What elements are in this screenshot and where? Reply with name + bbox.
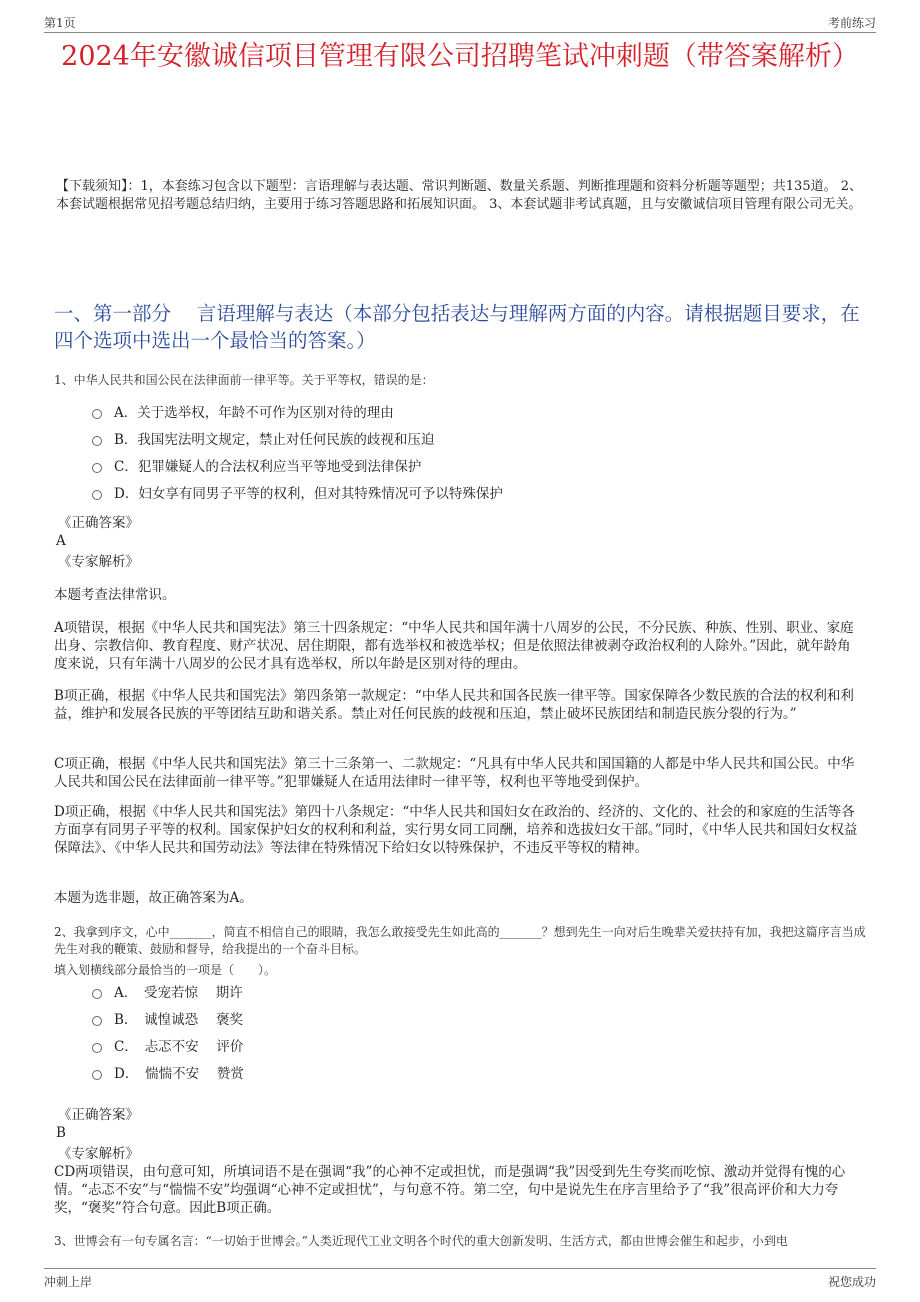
question-2-analysis-label: 《专家解析》 (58, 1146, 139, 1162)
question-1-stem: 1、中华人民共和国公民在法律面前一律平等。关于平等权，错误的是： (54, 373, 434, 387)
footer-left: 冲刺上岸 (44, 1275, 93, 1289)
page-number: 第1页 (44, 16, 76, 30)
question-3-stem: 3、世博会有一句专属名言：“一切始于世博会。”人类近现代工业文明各个时代的重大创新发明、生活方式，都由世博会催生和起步，小到电 (54, 1234, 788, 1248)
question-2-option-c[interactable]: C． 忐忑不安 评价 (92, 1034, 860, 1061)
question-1-analysis-a: A项错误，根据《中华人民共和国宪法》第三十四条规定：“中华人民共和国年满十八周岁的公民，不分民族、种族、性别、职业、家庭出身、宗教信仰、教育程度、财产状况、居住期限，都有选举权和被选举权；但是依照法律被剥夺政治权利的人除外。”因此，就年龄角度来说，只有年满十八周岁的公民才具有选举权，所以年龄是区别对待的理由。 (54, 620, 854, 672)
question-1-answer: A (56, 533, 66, 549)
question-1-options (92, 400, 860, 508)
question-2-instruction: 填入划横线部分最恰当的一项是（ ）。 (54, 963, 277, 977)
question-2-option-d[interactable]: D． 惴惴不安 赞赏 (92, 1061, 860, 1088)
question-1-analysis-intro: 本题考查法律常识。 (54, 587, 176, 603)
question-1-answer-label: 《正确答案》 (58, 515, 139, 531)
header-tag: 考前练习 (827, 16, 876, 30)
question-2-option-b[interactable]: B． 诚惶诚恐 褒奖 (92, 1007, 860, 1034)
radio-icon[interactable] (92, 989, 102, 999)
question-2-option-a[interactable]: A． 受宠若惊 期许 (92, 980, 860, 1007)
radio-icon[interactable] (92, 409, 102, 419)
radio-icon[interactable] (92, 490, 102, 500)
page-header (44, 12, 876, 33)
question-1-option-c[interactable]: C．犯罪嫌疑人的合法权利应当平等地受到法律保护 (92, 454, 860, 481)
question-2-answer: B (56, 1125, 66, 1141)
question-2-analysis: CD两项错误，由句意可知，所填词语不是在强调“我”的心神不定或担忧，而是强调“我”因受到先生夸奖而吃惊、激动并觉得有愧的心情。“忐忑不安”与“惴惴不安”均强调“心神不定或担忧”，与句意不符。第二空，句中是说先生在序言里给予了“我”很高评价和大力夸奖，“褒奖”符合句意。因此B项正确。 (54, 1164, 846, 1216)
radio-icon[interactable] (92, 463, 102, 473)
question-2-stem: 2、我拿到序文，心中_______，简直不相信自己的眼睛，我怎么敢接受先生如此高的_______？想到先生一向对后生晚辈关爱扶持有加，我把这篇序言当成先生对我的鞭策、鼓励和督导，给我提出的一个奋斗目标。 (54, 925, 866, 956)
question-2-options (92, 980, 860, 1088)
radio-icon[interactable] (92, 1070, 102, 1080)
download-notice: 【下载须知】：1，本套练习包含以下题型：言语理解与表达题、常识判断题、数量关系题、判断推理题和资料分析题等题型；共135道。 2、本套试题根据常见招考题总结归纳，主要用于练习答题思路和拓展知识面。 3、本套试题非考试真题，且与安徽诚信项目管理有限公司无关。 (56, 179, 862, 212)
question-1-analysis-d: D项正确，根据《中华人民共和国宪法》第四十八条规定：“中华人民共和国妇女在政治的、经济的、文化的、社会的和家庭的生活等各方面享有同男子平等的权利。国家保护妇女的权利和利益，实行男女同工同酬，培养和选拔妇女干部。”同时，《中华人民共和国妇女权益保障法》、《中华人民共和国劳动法》等法律在特殊情况下给妇女以特殊保护，不违反平等权的精神。 (54, 804, 858, 856)
question-1-option-b[interactable]: B．我国宪法明文规定，禁止对任何民族的歧视和压迫 (92, 427, 860, 454)
question-1-option-d[interactable]: D．妇女享有同男子平等的权利，但对其特殊情况可予以特殊保护 (92, 481, 860, 508)
radio-icon[interactable] (92, 436, 102, 446)
question-2-answer-label: 《正确答案》 (58, 1107, 139, 1123)
question-1-option-a[interactable]: A．关于选举权，年龄不可作为区别对待的理由 (92, 400, 860, 427)
question-1-analysis-c: C项正确，根据《中华人民共和国宪法》第三十三条第一、二款规定：“凡具有中华人民共和国国籍的人都是中华人民共和国公民。中华人民共和国公民在法律面前一律平等。”犯罪嫌疑人在适用法律时一律平等，权利也平等地受到保护。 (54, 756, 855, 790)
radio-icon[interactable] (92, 1016, 102, 1026)
question-1-analysis-b: B项正确，根据《中华人民共和国宪法》第四条第一款规定：“中华人民共和国各民族一律平等。国家保障各少数民族的合法的权利和利益，维护和发展各民族的平等团结互助和谐关系。禁止对任何民族的歧视和压迫，禁止破坏民族团结和制造民族分裂的行为。” (54, 688, 854, 722)
radio-icon[interactable] (92, 1043, 102, 1053)
page-footer (44, 1268, 876, 1291)
question-1-analysis-conclusion: 本题为选非题，故正确答案为A。 (54, 890, 253, 906)
question-1-analysis-label: 《专家解析》 (58, 554, 139, 570)
section-heading: 一、第一部分 言语理解与表达（本部分包括表达与理解两方面的内容。请根据题目要求，在四个选项中选出一个最恰当的答案。） (54, 302, 860, 352)
footer-right: 祝您成功 (827, 1275, 876, 1289)
document-title: 2024年安徽诚信项目管理有限公司招聘笔试冲刺题（带答案解析） (61, 41, 859, 72)
